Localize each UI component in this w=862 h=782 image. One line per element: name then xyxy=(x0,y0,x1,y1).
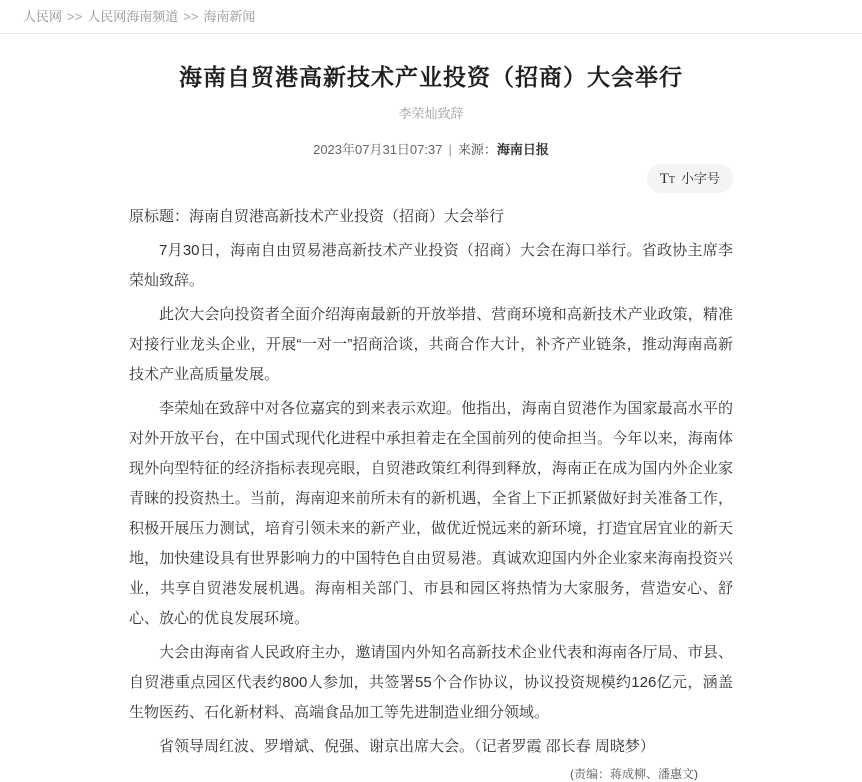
breadcrumb xyxy=(0,0,862,25)
breadcrumb-link-hainan-channel[interactable]: 人民网海南频道 xyxy=(87,9,179,24)
paragraph: 李荣灿在致辞中对各位嘉宾的到来表示欢迎。他指出，海南自贸港作为国家最高水平的对外开放平台，在中国式现代化进程中承担着走在全国前列的使命担当。今年以来，海南体现外向型特征的经济指标表现亮眼，自贸港政策红利得到释放，海南正在成为国内外企业家青睐的投资热土。当前，海南迎来前所未有的新机遇，全省上下正抓紧做好封关准备工作，积极开展压力测试，培育引领未来的新产业，做优近悦远来的新环境，打造宜居宜业的新天地，加快建设具有世界影响力的中国特色自由贸易港。真诚欢迎国内外企业家来海南投资兴业，共享自贸港发展机遇。海南相关部门、市县和园区将热情为大家服务，营造安心、舒心、放心的优良发展环境。 xyxy=(129,400,733,627)
article-toolbar xyxy=(129,164,733,190)
breadcrumb-separator: >> xyxy=(183,9,199,24)
paragraph: 大会由海南省人民政府主办，邀请国内外知名高新技术企业代表和海南各厅局、市县、自贸港重点园区代表约800人参加，共签署55个合作协议，协议投资规模约126亿元，涵盖生物医药、石化新材料、高端食品加工等先进制造业细分领域。 xyxy=(129,644,733,721)
original-title-label: 原标题： xyxy=(129,208,190,225)
breadcrumb-separator: >> xyxy=(67,9,83,24)
original-title-text: 海南自贸港高新技术产业投资（招商）大会举行 xyxy=(189,208,505,225)
meta-separator: | xyxy=(448,142,452,157)
article-meta xyxy=(129,141,733,159)
article-container xyxy=(129,62,733,782)
editor-credit: (责编：蒋成柳、潘惠文) xyxy=(570,767,698,781)
article-subtitle: 李荣灿致辞 xyxy=(398,106,464,121)
breadcrumb-link-hainan-news[interactable]: 海南新闻 xyxy=(203,9,256,24)
page-title: 海南自贸港高新技术产业投资（招商）大会举行 xyxy=(179,64,683,90)
font-size-icon-small: T xyxy=(668,175,675,186)
original-title-line xyxy=(129,202,733,232)
font-size-icon: T xyxy=(659,171,669,187)
publish-date: 2023年07月31日07:37 xyxy=(313,142,443,157)
source-label: 来源： xyxy=(457,142,497,157)
font-size-button[interactable] xyxy=(647,164,733,193)
paragraph: 7月30日，海南自由贸易港高新技术产业投资（招商）大会在海口举行。省政协主席李荣灿致辞。 xyxy=(129,242,733,289)
header-divider xyxy=(0,33,862,34)
paragraph: 此次大会向投资者全面介绍海南最新的开放举措、营商环境和高新技术产业政策，精准对接行业龙头企业，开展“一对一”招商洽谈，共商合作大计，补齐产业链条，推动海南高新技术产业高质量发展。 xyxy=(129,306,733,383)
source-link[interactable]: 海南日报 xyxy=(496,142,549,157)
article-body xyxy=(129,202,733,762)
paragraph: 省领导周红波、罗增斌、倪强、谢京出席大会。（记者罗霞 邵长春 周晓梦） xyxy=(159,738,655,755)
breadcrumb-link-people[interactable]: 人民网 xyxy=(23,9,63,24)
font-size-label: 小字号 xyxy=(680,171,720,186)
